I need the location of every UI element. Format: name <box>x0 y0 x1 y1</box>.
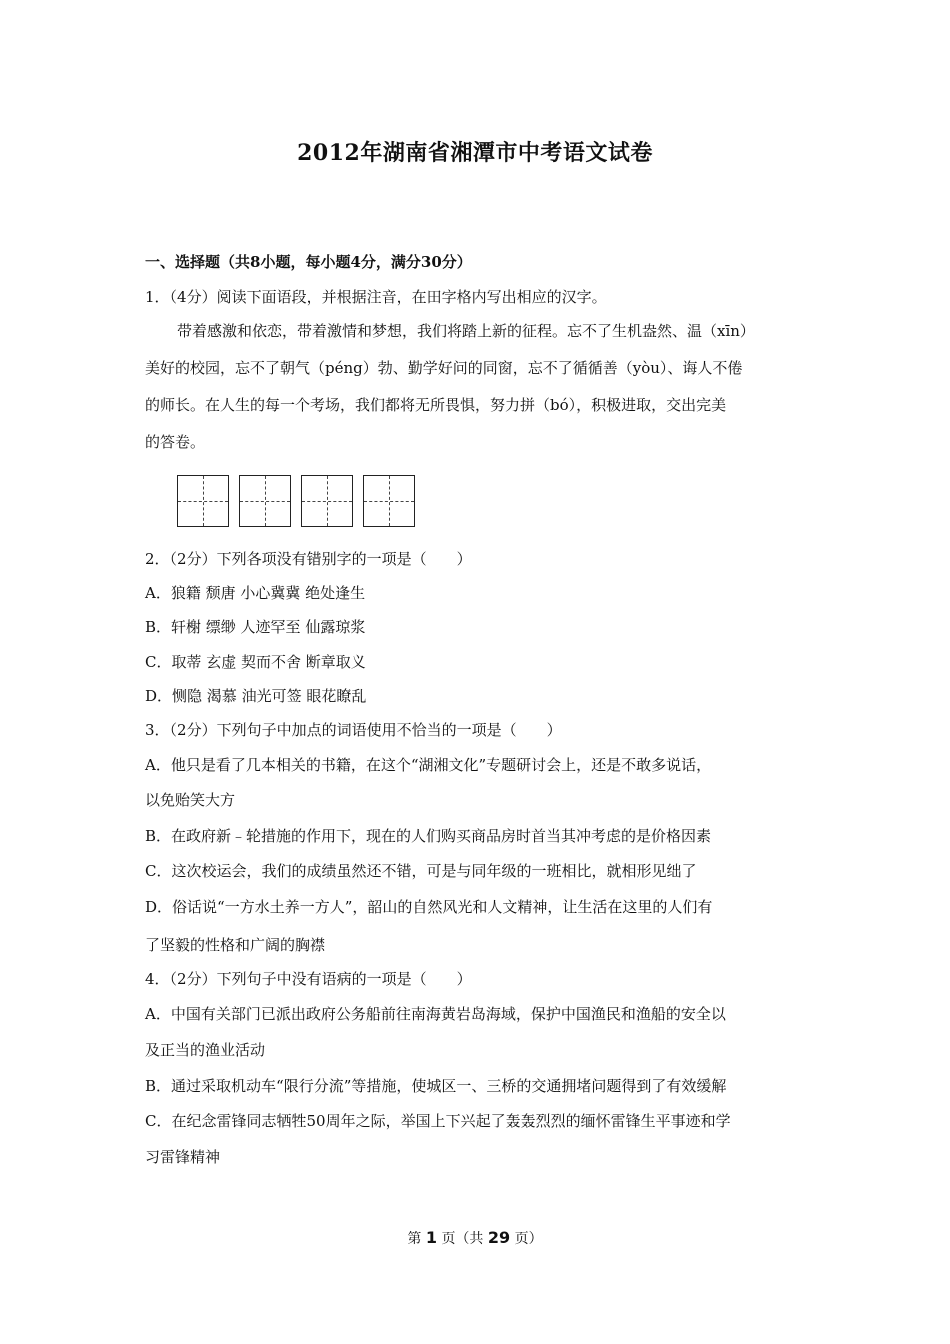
q4-stem: 4．（2分）下列句子中没有语病的一项是（ ） <box>145 970 472 988</box>
q1-passage-line: 带着感激和依恋，带着激情和梦想，我们将踏上新的征程。忘不了生机盎然、温（xīn） <box>177 322 755 340</box>
footer-prefix: 第 <box>407 1231 422 1247</box>
tianzige-grid <box>177 475 437 529</box>
q1-passage-line: 美好的校园，忘不了朝气（péng）勃、勤学好问的同窗，忘不了循循善（yòu）、诲人不倦 <box>145 359 743 377</box>
footer-total-pages: 29 <box>487 1228 511 1247</box>
q3-option-d-cont: 了坚毅的性格和广阔的胸襟 <box>145 936 326 954</box>
q3-option-a: A．他只是看了几本相关的书籍，在这个“湖湘文化”专题研讨会上，还是不敢多说话， <box>145 756 712 774</box>
q2-option-b: B．轩榭 缥缈 人迹罕至 仙露琼浆 <box>145 618 366 636</box>
q4-option-c-cont: 习雷锋精神 <box>145 1148 221 1166</box>
page-footer <box>0 1228 950 1248</box>
page-title: 2012年湖南省湘潭市中考语文试卷 <box>297 140 653 166</box>
tianzige-cell[interactable] <box>239 475 291 527</box>
q3-option-a-cont: 以免贻笑大方 <box>145 791 236 809</box>
q2-option-c: C．取蒂 玄虚 契而不舍 断章取义 <box>145 653 366 671</box>
q4-option-b: B．通过采取机动车“限行分流”等措施，使城区一、三桥的交通拥堵问题得到了有效缓解 <box>145 1077 727 1095</box>
q4-option-a: A．中国有关部门已派出政府公务船前往南海黄岩岛海域，保护中国渔民和渔船的安全以 <box>145 1005 726 1023</box>
footer-page-number: 1 <box>425 1228 437 1247</box>
q3-option-d: D．俗话说“一方水土养一方人”，韶山的自然风光和人文精神，让生活在这里的人们有 <box>145 898 713 916</box>
q3-option-b: B．在政府新﹣轮措施的作用下，现在的人们购买商品房时首当其冲考虑的是价格因素 <box>145 827 712 845</box>
q2-option-d: D．恻隐 渴慕 油光可签 眼花瞭乱 <box>145 687 367 705</box>
footer-suffix: 页） <box>514 1231 543 1247</box>
q3-stem: 3．（2分）下列句子中加点的词语使用不恰当的一项是（ ） <box>145 721 562 739</box>
q4-option-c: C．在纪念雷锋同志牺牲50周年之际，举国上下兴起了轰轰烈烈的缅怀雷锋生平事迹和学 <box>145 1112 731 1130</box>
footer-middle: 页（共 <box>441 1231 484 1247</box>
tianzige-cell[interactable] <box>301 475 353 527</box>
q1-stem: 1．（4分）阅读下面语段，并根据注音，在田字格内写出相应的汉字。 <box>145 288 607 306</box>
q1-passage-line: 的答卷。 <box>145 433 206 451</box>
q2-stem: 2．（2分）下列各项没有错别字的一项是（ ） <box>145 550 472 568</box>
tianzige-cell[interactable] <box>177 475 229 527</box>
tianzige-cell[interactable] <box>363 475 415 527</box>
q4-option-a-cont: 及正当的渔业活动 <box>145 1041 266 1059</box>
q3-option-c: C．这次校运会，我们的成绩虽然还不错，可是与同年级的一班相比，就相形见绌了 <box>145 862 697 880</box>
q2-option-a: A．狼籍 颓唐 小心冀冀 绝处逢生 <box>145 584 366 602</box>
q1-passage-line: 的师长。在人生的每一个考场，我们都将无所畏惧，努力拼（bó），积极进取，交出完美 <box>145 396 727 414</box>
section-heading: 一、选择题（共8小题，每小题4分，满分30分） <box>145 253 472 271</box>
